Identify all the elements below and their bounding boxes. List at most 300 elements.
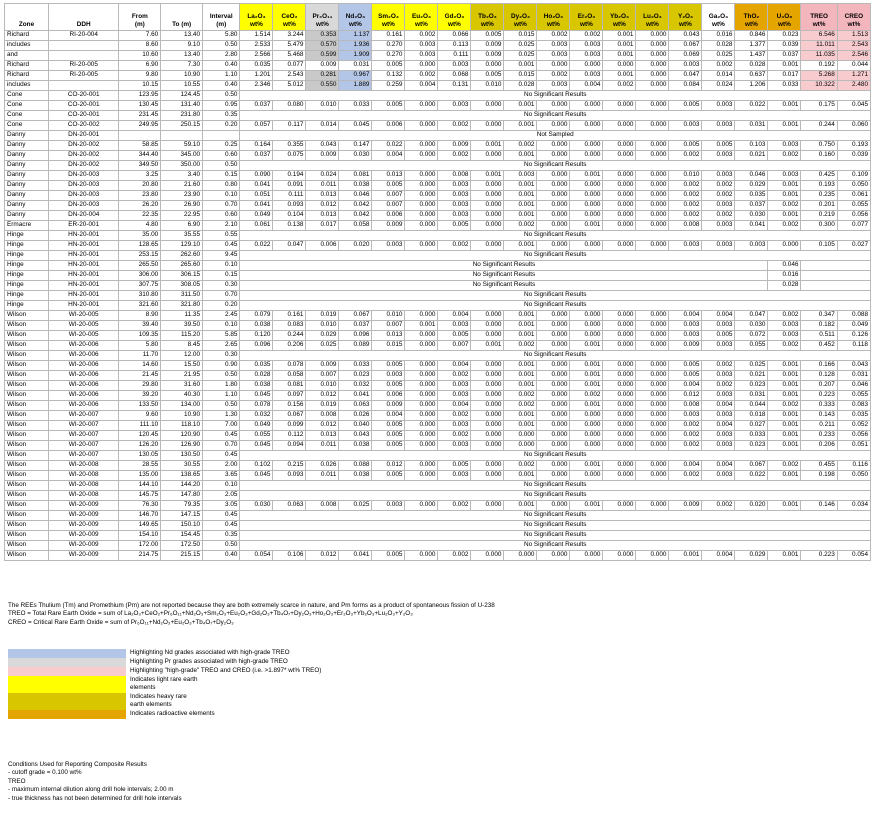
from-cell: 128.65 — [119, 241, 161, 251]
value-cell: 0.012 — [306, 201, 339, 211]
value-cell: 0.003 — [768, 171, 801, 181]
value-cell: 0.003 — [537, 51, 570, 61]
table-row — [5, 151, 871, 161]
value-cell: 0.001 — [504, 501, 537, 511]
value-cell: 0.001 — [504, 121, 537, 131]
legend-label: Indicates light rare earth elements — [130, 676, 198, 692]
table-row — [5, 391, 871, 401]
value-cell: 0.093 — [273, 201, 306, 211]
ddh-cell: CO-20-001 — [49, 111, 119, 121]
value-cell: 0.067 — [735, 461, 768, 471]
value-cell: 5.468 — [273, 51, 306, 61]
column-header: Nd₂O₃ wt% — [339, 4, 372, 31]
value-cell: 0.037 — [339, 321, 372, 331]
from-cell: 8.60 — [119, 41, 161, 51]
value-cell: 0.088 — [837, 311, 870, 321]
interval-cell: 0.15 — [203, 171, 240, 181]
value-cell: 0.000 — [405, 201, 438, 211]
value-cell: 2.566 — [240, 51, 273, 61]
legend-item — [8, 693, 368, 710]
value-cell: 0.006 — [372, 391, 405, 401]
value-cell: 0.003 — [570, 51, 603, 61]
value-cell: 0.000 — [471, 151, 504, 161]
table-row — [5, 531, 871, 541]
value-cell: 0.570 — [306, 41, 339, 51]
value-cell: 0.161 — [273, 311, 306, 321]
value-cell: 0.001 — [768, 411, 801, 421]
value-cell: 0.001 — [768, 191, 801, 201]
table-row — [5, 321, 871, 331]
legend-item — [8, 658, 368, 667]
value-cell: 0.192 — [801, 61, 837, 71]
table-row — [5, 181, 871, 191]
value-cell: 0.007 — [306, 371, 339, 381]
value-cell: 0.003 — [438, 421, 471, 431]
value-cell: 0.002 — [669, 431, 702, 441]
zone-cell: Hinge — [5, 301, 49, 311]
value-cell: 0.063 — [339, 401, 372, 411]
to-cell: 231.80 — [161, 111, 203, 121]
page — [0, 3, 875, 815]
value-cell: 0.000 — [636, 501, 669, 511]
value-cell: 0.003 — [438, 201, 471, 211]
value-cell: 0.004 — [669, 381, 702, 391]
column-header: ThO₂ wt% — [735, 4, 768, 31]
value-cell: 0.003 — [702, 171, 735, 181]
value-cell: 0.001 — [768, 61, 801, 71]
value-cell: 0.056 — [837, 211, 870, 221]
value-cell: 0.022 — [372, 141, 405, 151]
ddh-cell: WI-20-008 — [49, 491, 119, 501]
value-cell: 0.001 — [768, 371, 801, 381]
value-cell: 0.002 — [504, 461, 537, 471]
value-cell: 0.003 — [768, 321, 801, 331]
value-cell: 0.000 — [636, 241, 669, 251]
to-cell: 311.50 — [161, 291, 203, 301]
interval-cell: 5.80 — [203, 31, 240, 41]
value-cell: 0.005 — [372, 431, 405, 441]
table-row — [5, 371, 871, 381]
value-cell: 0.000 — [537, 211, 570, 221]
no-results-cell: No Significant Results — [240, 301, 871, 311]
value-cell: 0.015 — [504, 71, 537, 81]
value-cell: 0.039 — [837, 151, 870, 161]
interval-cell: 0.10 — [203, 191, 240, 201]
value-cell: 0.010 — [471, 81, 504, 91]
ddh-cell: DN-20-004 — [49, 211, 119, 221]
value-cell: 0.001 — [570, 461, 603, 471]
value-cell: 0.000 — [636, 401, 669, 411]
interval-cell: 1.10 — [203, 391, 240, 401]
value-cell: 0.000 — [537, 501, 570, 511]
table-row — [5, 271, 871, 281]
from-cell: 21.45 — [119, 371, 161, 381]
legend-label: Highlighting Pr grades associated with high-grade TREO — [130, 658, 288, 665]
value-cell: 0.000 — [570, 191, 603, 201]
value-cell: 0.023 — [735, 381, 768, 391]
value-cell: 0.000 — [405, 151, 438, 161]
value-cell: 0.000 — [570, 61, 603, 71]
value-cell: 0.000 — [537, 171, 570, 181]
value-cell: 0.198 — [801, 471, 837, 481]
value-cell: 0.001 — [504, 381, 537, 391]
value-cell: 0.069 — [669, 51, 702, 61]
zone-cell: Cone — [5, 111, 49, 121]
to-cell: 15.50 — [161, 361, 203, 371]
legend-item — [8, 710, 368, 719]
ddh-cell: WI-20-009 — [49, 501, 119, 511]
no-results-cell: No Significant Results — [240, 261, 768, 271]
from-cell: 9.80 — [119, 71, 161, 81]
to-cell: 138.65 — [161, 471, 203, 481]
value-cell: 0.003 — [438, 381, 471, 391]
legend-label: Indicates radioactive elements — [130, 710, 215, 717]
value-cell: 0.000 — [636, 381, 669, 391]
value-cell: 0.347 — [801, 311, 837, 321]
value-cell: 0.045 — [240, 391, 273, 401]
value-cell: 0.211 — [801, 421, 837, 431]
zone-cell: Danny — [5, 171, 49, 181]
value-cell: 0.054 — [240, 551, 273, 561]
assay-results-table — [4, 3, 871, 561]
interval-cell: 0.10 — [203, 481, 240, 491]
value-cell: 0.001 — [504, 101, 537, 111]
to-cell: 59.10 — [161, 141, 203, 151]
value-cell: 0.023 — [735, 441, 768, 451]
value-cell: 0.160 — [801, 151, 837, 161]
value-cell: 0.002 — [669, 191, 702, 201]
value-cell: 0.000 — [537, 241, 570, 251]
from-cell: 321.60 — [119, 301, 161, 311]
value-cell: 0.000 — [570, 421, 603, 431]
value-cell: 0.281 — [306, 71, 339, 81]
value-cell: 0.550 — [306, 81, 339, 91]
no-results-cell: No Significant Results — [240, 491, 871, 501]
value-cell: 0.042 — [339, 211, 372, 221]
value-cell: 0.002 — [768, 341, 801, 351]
value-cell: 0.000 — [603, 371, 636, 381]
value-cell: 0.001 — [768, 501, 801, 511]
color-legend — [8, 649, 368, 719]
value-cell: 0.000 — [636, 71, 669, 81]
value-cell: 0.000 — [570, 211, 603, 221]
no-results-cell: No Significant Results — [240, 521, 871, 531]
zone-cell: Wilson — [5, 451, 49, 461]
value-cell: 0.055 — [837, 391, 870, 401]
value-cell: 0.002 — [768, 311, 801, 321]
legend-swatch — [8, 649, 126, 658]
value-cell: 0.000 — [471, 461, 504, 471]
value-cell: 0.038 — [339, 441, 372, 451]
from-cell — [119, 131, 161, 141]
zone-cell: Danny — [5, 191, 49, 201]
from-cell: 145.75 — [119, 491, 161, 501]
value-cell: 0.028 — [735, 61, 768, 71]
table-row — [5, 301, 871, 311]
value-cell: 0.031 — [339, 61, 372, 71]
value-cell: 0.037 — [240, 151, 273, 161]
interval-cell: 0.55 — [203, 231, 240, 241]
value-cell: 0.055 — [735, 341, 768, 351]
column-header: From (m) — [119, 4, 161, 31]
value-cell: 0.000 — [537, 141, 570, 151]
value-cell: 0.058 — [273, 371, 306, 381]
legend-swatch — [8, 667, 126, 676]
from-cell: 6.90 — [119, 61, 161, 71]
ddh-cell: DN-20-002 — [49, 161, 119, 171]
value-cell: 0.005 — [669, 141, 702, 151]
to-cell: 13.40 — [161, 31, 203, 41]
value-cell: 0.003 — [702, 471, 735, 481]
value-cell: 0.002 — [669, 471, 702, 481]
value-cell: 0.846 — [735, 31, 768, 41]
value-cell: 0.000 — [537, 391, 570, 401]
value-cell: 0.000 — [405, 141, 438, 151]
value-cell: 1.514 — [240, 31, 273, 41]
value-cell: 0.000 — [570, 121, 603, 131]
value-cell: 0.000 — [603, 61, 636, 71]
table-row — [5, 361, 871, 371]
value-cell: 0.067 — [669, 41, 702, 51]
zone-cell: Wilson — [5, 521, 49, 531]
value-cell: 0.003 — [768, 141, 801, 151]
value-cell: 0.000 — [603, 151, 636, 161]
value-cell: 0.000 — [537, 121, 570, 131]
legend-label: Highlighting "high-grade" TREO and CREO (i.e. >1.897* wt% TREO) — [130, 667, 322, 674]
value-cell: 0.000 — [636, 211, 669, 221]
value-cell: 0.000 — [603, 411, 636, 421]
value-cell: 0.061 — [837, 191, 870, 201]
value-cell: 0.052 — [837, 421, 870, 431]
value-cell: 1.377 — [735, 41, 768, 51]
from-cell: 7.60 — [119, 31, 161, 41]
from-cell: 130.45 — [119, 101, 161, 111]
value-cell: 0.175 — [801, 101, 837, 111]
table-row — [5, 41, 871, 51]
value-cell: 0.000 — [471, 431, 504, 441]
to-cell: 9.10 — [161, 41, 203, 51]
value-cell: 0.000 — [603, 421, 636, 431]
value-cell: 0.001 — [603, 31, 636, 41]
value-cell: 0.000 — [636, 371, 669, 381]
value-cell: 0.033 — [768, 81, 801, 91]
table-row — [5, 351, 871, 361]
table-row — [5, 521, 871, 531]
ddh-cell: WI-20-007 — [49, 411, 119, 421]
column-header: CREO wt% — [837, 4, 870, 31]
zone-cell: Wilson — [5, 331, 49, 341]
value-cell: 0.019 — [306, 311, 339, 321]
interval-cell: 5.85 — [203, 331, 240, 341]
value-cell: 0.002 — [438, 411, 471, 421]
to-cell: 118.10 — [161, 421, 203, 431]
to-cell: 26.90 — [161, 201, 203, 211]
value-cell: 0.091 — [273, 181, 306, 191]
interval-cell: 2.80 — [203, 51, 240, 61]
zone-cell: Wilson — [5, 501, 49, 511]
value-cell: 0.000 — [537, 551, 570, 561]
value-cell: 0.066 — [438, 31, 471, 41]
to-cell: 215.15 — [161, 551, 203, 561]
value-cell: 0.001 — [504, 181, 537, 191]
table-row — [5, 51, 871, 61]
from-cell: 344.40 — [119, 151, 161, 161]
value-cell: 0.005 — [702, 331, 735, 341]
ddh-cell: RI-20-004 — [49, 31, 119, 41]
value-cell: 0.025 — [306, 341, 339, 351]
value-cell: 0.049 — [240, 211, 273, 221]
ddh-cell: WI-20-009 — [49, 541, 119, 551]
value-cell: 0.000 — [471, 391, 504, 401]
value-cell: 0.001 — [768, 211, 801, 221]
value-cell: 0.002 — [669, 441, 702, 451]
value-cell: 0.055 — [240, 431, 273, 441]
to-cell: 8.45 — [161, 341, 203, 351]
u3o8-cell: 0.016 — [768, 271, 801, 281]
from-cell: 126.20 — [119, 441, 161, 451]
value-cell: 0.009 — [471, 41, 504, 51]
value-cell: 0.094 — [273, 441, 306, 451]
value-cell: 0.002 — [504, 341, 537, 351]
interval-cell: 0.40 — [203, 61, 240, 71]
value-cell: 0.041 — [735, 221, 768, 231]
value-cell: 0.000 — [570, 471, 603, 481]
from-cell: 172.00 — [119, 541, 161, 551]
value-cell: 0.000 — [636, 341, 669, 351]
value-cell: 0.080 — [273, 101, 306, 111]
value-cell: 0.003 — [669, 411, 702, 421]
value-cell: 0.003 — [669, 61, 702, 71]
column-header: Eu₂O₃ wt% — [405, 4, 438, 31]
value-cell: 0.044 — [735, 401, 768, 411]
value-cell: 0.355 — [273, 141, 306, 151]
value-cell: 0.004 — [669, 461, 702, 471]
value-cell: 0.000 — [537, 311, 570, 321]
value-cell: 1.206 — [735, 81, 768, 91]
value-cell: 0.002 — [669, 151, 702, 161]
value-cell: 0.083 — [273, 321, 306, 331]
value-cell: 0.118 — [837, 341, 870, 351]
value-cell: 0.028 — [240, 371, 273, 381]
value-cell: 0.026 — [306, 461, 339, 471]
ddh-cell: WI-20-006 — [49, 371, 119, 381]
ddh-cell: WI-20-008 — [49, 481, 119, 491]
value-cell: 0.032 — [339, 381, 372, 391]
value-cell: 0.000 — [570, 201, 603, 211]
from-cell: 22.35 — [119, 211, 161, 221]
interval-cell: 1.30 — [203, 411, 240, 421]
value-cell: 0.000 — [471, 211, 504, 221]
column-header: Tb₂O₃ wt% — [471, 4, 504, 31]
value-cell: 0.131 — [438, 81, 471, 91]
value-cell: 11.035 — [801, 51, 837, 61]
interval-cell: 0.30 — [203, 281, 240, 291]
zone-cell: Wilson — [5, 431, 49, 441]
value-cell: 0.104 — [273, 211, 306, 221]
value-cell: 0.003 — [438, 441, 471, 451]
zone-cell: Richard — [5, 61, 49, 71]
value-cell: 0.452 — [801, 341, 837, 351]
value-cell: 0.270 — [372, 41, 405, 51]
table-row — [5, 441, 871, 451]
value-cell: 0.043 — [669, 31, 702, 41]
no-results-cell: No Significant Results — [240, 291, 871, 301]
value-cell: 0.004 — [570, 81, 603, 91]
value-cell: 0.000 — [537, 471, 570, 481]
value-cell: 0.003 — [702, 411, 735, 421]
zone-cell: Wilson — [5, 361, 49, 371]
interval-cell: 0.45 — [203, 241, 240, 251]
value-cell: 0.014 — [702, 71, 735, 81]
value-cell: 0.025 — [735, 361, 768, 371]
value-cell: 0.004 — [702, 401, 735, 411]
zone-cell: Cone — [5, 91, 49, 101]
value-cell: 0.003 — [768, 331, 801, 341]
value-cell: 0.000 — [603, 391, 636, 401]
value-cell: 0.000 — [537, 341, 570, 351]
value-cell: 0.193 — [837, 141, 870, 151]
table-row — [5, 421, 871, 431]
value-cell: 0.000 — [636, 31, 669, 41]
to-cell: 12.00 — [161, 351, 203, 361]
value-cell: 0.750 — [801, 141, 837, 151]
value-cell: 0.002 — [405, 31, 438, 41]
value-cell: 0.003 — [669, 331, 702, 341]
value-cell: 0.000 — [570, 141, 603, 151]
table-row — [5, 111, 871, 121]
value-cell: 0.010 — [306, 321, 339, 331]
value-cell: 0.035 — [837, 411, 870, 421]
value-cell: 0.001 — [768, 181, 801, 191]
from-cell: 10.15 — [119, 81, 161, 91]
value-cell: 0.002 — [702, 61, 735, 71]
value-cell: 0.029 — [735, 551, 768, 561]
interval-cell: 0.50 — [203, 401, 240, 411]
value-cell: 0.000 — [471, 371, 504, 381]
zone-cell: and — [5, 51, 49, 61]
zone-cell: Danny — [5, 161, 49, 171]
no-results-cell: No Significant Results — [240, 511, 871, 521]
table-row — [5, 201, 871, 211]
value-cell: 0.009 — [372, 401, 405, 411]
value-cell: 0.000 — [636, 51, 669, 61]
value-cell: 0.194 — [273, 171, 306, 181]
value-cell: 0.455 — [801, 461, 837, 471]
value-cell: 0.015 — [372, 341, 405, 351]
value-cell: 0.000 — [405, 461, 438, 471]
value-cell: 0.000 — [636, 171, 669, 181]
no-results-cell: Not Sampled — [240, 131, 871, 141]
value-cell: 0.002 — [768, 201, 801, 211]
value-cell: 0.040 — [339, 421, 372, 431]
ddh-cell: CO-20-001 — [49, 101, 119, 111]
value-cell: 0.143 — [801, 411, 837, 421]
value-cell: 0.009 — [438, 141, 471, 151]
value-cell: 0.025 — [339, 501, 372, 511]
value-cell: 0.081 — [273, 381, 306, 391]
value-cell: 2.543 — [837, 41, 870, 51]
interval-cell: 0.40 — [203, 81, 240, 91]
to-cell: 126.90 — [161, 441, 203, 451]
interval-cell: 0.95 — [203, 101, 240, 111]
ddh-cell: RI-20-005 — [49, 71, 119, 81]
value-cell: 0.000 — [405, 341, 438, 351]
to-cell: 250.15 — [161, 121, 203, 131]
value-cell: 0.000 — [471, 551, 504, 561]
value-cell: 0.035 — [735, 191, 768, 201]
no-results-cell: No Significant Results — [240, 161, 871, 171]
value-cell: 0.010 — [372, 311, 405, 321]
